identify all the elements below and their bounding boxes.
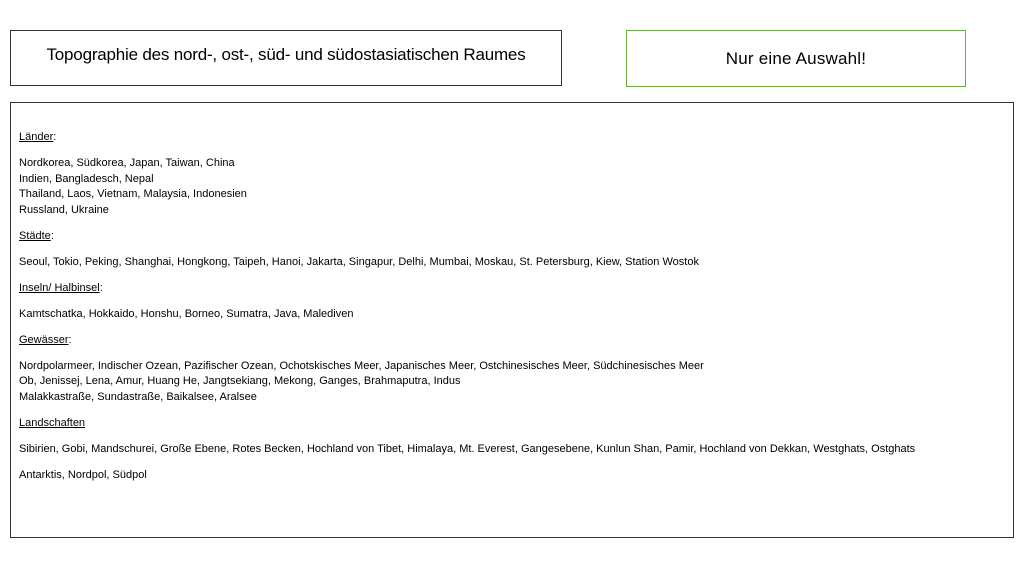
- section-laender-heading: [19, 130, 1013, 146]
- section-heading: Inseln/ Halbinsel: [19, 281, 100, 294]
- list-item: Antarktis, Nordpol, Südpol: [19, 468, 147, 481]
- list-item: Indien, Bangladesch, Nepal: [19, 172, 154, 185]
- section-inseln-list: [19, 307, 1013, 323]
- note-text: Nur eine Auswahl!: [725, 48, 867, 68]
- title-box: [10, 30, 562, 86]
- list-item: Thailand, Laos, Vietnam, Malaysia, Indonesien: [19, 188, 247, 201]
- list-item: Malakkastraße, Sundastraße, Baikalsee, Aralsee: [19, 390, 257, 403]
- list-item: Russland, Ukraine: [19, 203, 109, 216]
- section-polar-list: [19, 468, 1013, 484]
- section-heading: Städte: [19, 229, 51, 242]
- section-laender-list: [19, 156, 1013, 218]
- section-heading: Gewässer: [19, 333, 69, 346]
- section-landschaften-list: [19, 442, 1013, 458]
- section-gewaesser-heading: [19, 333, 1013, 349]
- section-staedte-list: [19, 255, 1013, 271]
- section-staedte-heading: [19, 229, 1013, 245]
- section-heading: Landschaften: [19, 416, 86, 429]
- list-item: Kamtschatka, Hokkaido, Honshu, Borneo, Sumatra, Java, Malediven: [19, 307, 354, 320]
- list-item: Nordpolarmeer, Indischer Ozean, Pazifischer Ozean, Ochotskisches Meer, Japanisches Meer, Ostchinesisches Meer, Südchinesisches Meer: [19, 359, 704, 372]
- list-item: Sibirien, Gobi, Mandschurei, Große Ebene, Rotes Becken, Hochland von Tibet, Himalaya, Mt. Everest, Gangesebene, Kunlun Shan, Pamir, Hochland von Dekkan, Westghats, Ostghats: [19, 442, 916, 455]
- list-item: Ob, Jenissej, Lena, Amur, Huang He, Jangtsekiang, Mekong, Ganges, Brahmaputra, Indus: [19, 375, 461, 388]
- section-gewaesser-list: [19, 359, 1013, 406]
- heading-suffix: :: [68, 333, 72, 346]
- section-landschaften-heading: [19, 416, 1013, 432]
- content-box: [10, 102, 1014, 538]
- list-item: Seoul, Tokio, Peking, Shanghai, Hongkong, Taipeh, Hanoi, Jakarta, Singapur, Delhi, Mumbai, Moskau, St. Petersburg, Kiew, Station Wostok: [19, 255, 699, 268]
- heading-suffix: :: [99, 281, 103, 294]
- note-box: [626, 30, 966, 87]
- section-heading: Länder: [19, 131, 54, 143]
- heading-suffix: :: [53, 131, 57, 143]
- page-title: Topographie des nord-, ost-, süd- und südostasiatischen Raumes: [46, 45, 526, 64]
- list-item: Nordkorea, Südkorea, Japan, Taiwan, China: [19, 156, 235, 169]
- heading-suffix: :: [50, 229, 54, 242]
- section-inseln-heading: [19, 281, 1013, 297]
